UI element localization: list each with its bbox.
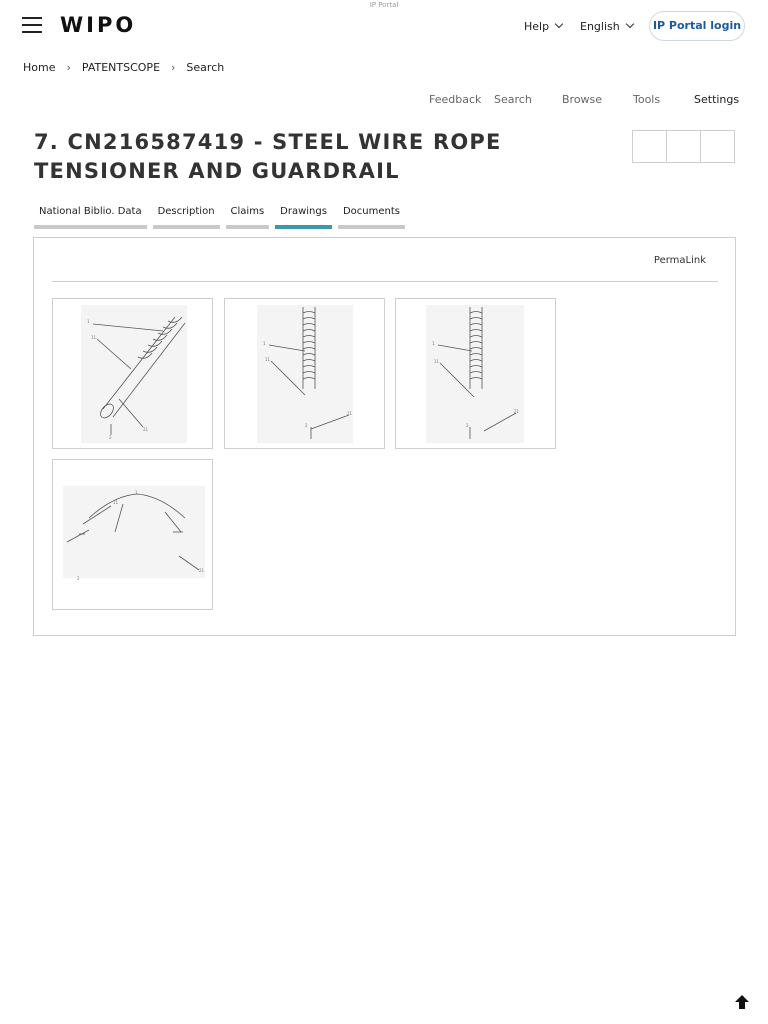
breadcrumb bbox=[23, 61, 224, 74]
nav-settings[interactable]: Settings bbox=[694, 93, 740, 106]
svg-text:2: 2 bbox=[109, 435, 112, 440]
drawing-thumbnail-1[interactable] bbox=[52, 298, 213, 449]
drawing-thumbnail-3[interactable] bbox=[395, 298, 556, 449]
top-bar bbox=[0, 0, 768, 52]
tab-documents[interactable]: Documents bbox=[338, 203, 405, 229]
svg-text:1: 1 bbox=[432, 341, 435, 346]
tab-claims[interactable]: Claims bbox=[226, 203, 270, 229]
action-button-group bbox=[632, 130, 735, 163]
arrow-up-icon[interactable] bbox=[733, 993, 751, 1011]
svg-text:21: 21 bbox=[143, 427, 149, 432]
svg-text:2: 2 bbox=[466, 423, 469, 428]
help-menu[interactable] bbox=[524, 20, 562, 33]
svg-text:1: 1 bbox=[87, 319, 90, 324]
divider bbox=[52, 281, 718, 282]
svg-text:11: 11 bbox=[113, 500, 119, 505]
drawing-image-1 bbox=[53, 299, 214, 450]
drawing-image-3 bbox=[396, 299, 557, 450]
svg-text:21: 21 bbox=[347, 411, 353, 416]
breadcrumb-patentscope[interactable]: PATENTSCOPE bbox=[81, 61, 161, 74]
nav-tools[interactable]: Tools bbox=[633, 93, 661, 106]
hamburger-menu-icon[interactable] bbox=[22, 17, 42, 33]
nav-feedback[interactable]: Feedback bbox=[429, 93, 482, 106]
drawing-image-4 bbox=[53, 460, 214, 611]
svg-text:11: 11 bbox=[265, 357, 271, 362]
action-button-3[interactable] bbox=[701, 131, 734, 162]
chevron-right-icon: › bbox=[171, 61, 176, 74]
svg-text:2: 2 bbox=[77, 576, 80, 581]
svg-text:21: 21 bbox=[514, 409, 520, 414]
permalink-link[interactable]: PermaLink bbox=[653, 255, 706, 266]
language-label: English bbox=[580, 20, 620, 33]
action-button-2[interactable] bbox=[667, 131, 701, 162]
tab-drawings[interactable]: Drawings bbox=[275, 203, 332, 229]
svg-text:11: 11 bbox=[434, 359, 440, 364]
drawing-image-2 bbox=[225, 299, 386, 450]
breadcrumb-search[interactable]: Search bbox=[186, 61, 225, 74]
svg-text:2: 2 bbox=[305, 423, 308, 428]
svg-text:1: 1 bbox=[135, 490, 138, 495]
page-title: 7. CN216587419 - STEEL WIRE ROPE TENSIONER AND GUARDRAIL bbox=[34, 130, 502, 183]
svg-text:21: 21 bbox=[199, 568, 205, 573]
language-selector[interactable] bbox=[580, 20, 633, 33]
tab-description[interactable]: Description bbox=[153, 203, 220, 229]
ip-portal-tag: IP Portal bbox=[369, 1, 399, 9]
nav-browse[interactable]: Browse bbox=[562, 93, 603, 106]
drawing-thumbnail-2[interactable] bbox=[224, 298, 385, 449]
breadcrumb-home[interactable]: Home bbox=[23, 61, 56, 74]
ip-portal-login-button[interactable]: IP Portal login bbox=[649, 11, 745, 41]
chevron-down-icon bbox=[625, 20, 633, 28]
action-button-1[interactable] bbox=[633, 131, 667, 162]
chevron-right-icon: › bbox=[66, 61, 71, 74]
tab-national-biblio-data[interactable]: National Biblio. Data bbox=[34, 203, 147, 229]
svg-text:11: 11 bbox=[91, 335, 97, 340]
nav-search[interactable]: Search bbox=[494, 93, 532, 106]
svg-text:1: 1 bbox=[263, 341, 266, 346]
drawing-thumbnail-4[interactable] bbox=[52, 459, 213, 610]
wipo-logo[interactable]: WIPO bbox=[60, 13, 137, 37]
document-tabs bbox=[34, 203, 411, 229]
chevron-down-icon bbox=[555, 20, 563, 28]
drawings-panel bbox=[33, 237, 736, 636]
help-label: Help bbox=[524, 20, 550, 33]
